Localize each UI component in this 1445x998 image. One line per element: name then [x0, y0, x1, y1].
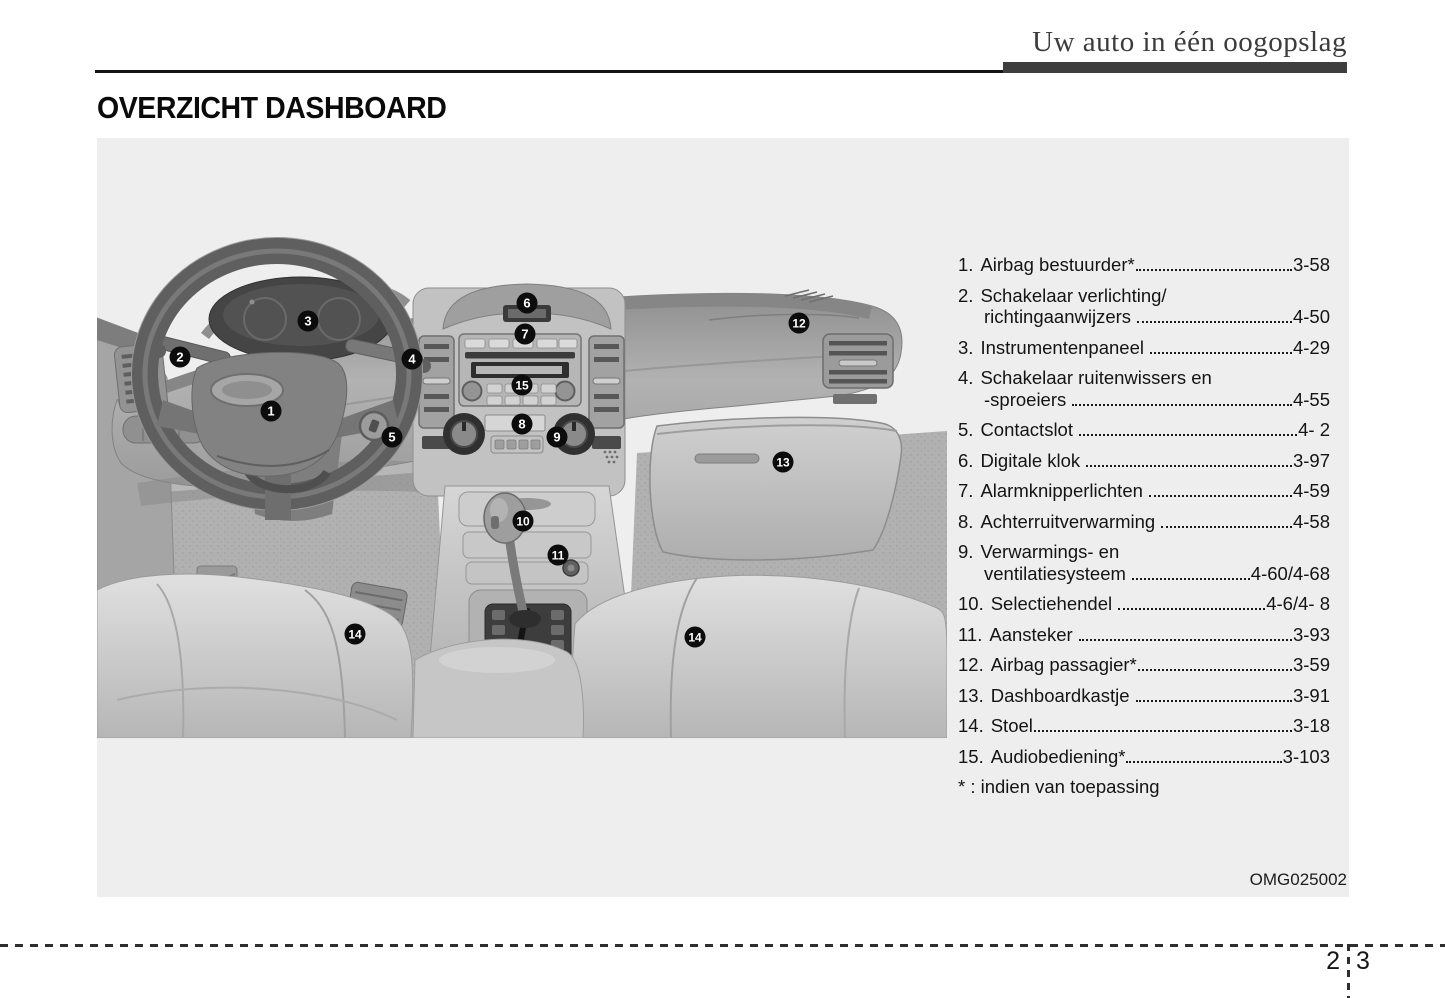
legend-page-ref: 4-6/4- 8 — [1266, 593, 1330, 614]
legend-number: 1. — [958, 254, 974, 275]
dot-leader — [1034, 730, 1292, 732]
dot-leader — [1138, 669, 1292, 671]
dot-leader — [1126, 761, 1281, 763]
svg-text:4: 4 — [408, 351, 416, 367]
svg-text:6: 6 — [523, 295, 531, 311]
legend-label: Alarmknipperlichten — [980, 480, 1149, 501]
legend-item-4 — [958, 367, 1330, 389]
legend-item-6 — [958, 450, 1330, 472]
legend-item-5 — [958, 419, 1330, 441]
svg-text:3: 3 — [304, 313, 312, 329]
legend-page-ref: 4- 2 — [1298, 419, 1330, 440]
climate-knob-left — [443, 413, 485, 455]
center-armrest — [413, 639, 583, 738]
legend-page-ref: 4-55 — [1292, 388, 1330, 410]
legend-number: 15. — [958, 745, 984, 767]
legend-item-11 — [958, 624, 1330, 646]
dot-leader — [1072, 404, 1292, 406]
legend-number: 9. — [958, 541, 974, 562]
glove-box-handle — [695, 454, 759, 463]
legend-number: 14. — [958, 715, 984, 736]
chapter-title: Uw auto in één oogopslag — [1032, 26, 1347, 58]
audio-knob-left — [463, 382, 482, 401]
legend-page-ref: 4-50 — [1292, 306, 1330, 327]
legend-page-ref: 3-103 — [1282, 745, 1330, 767]
callout-10 — [513, 511, 534, 532]
svg-text:12: 12 — [792, 316, 806, 331]
dot-leader — [1079, 639, 1292, 641]
legend — [958, 254, 1330, 798]
legend-number: 8. — [958, 510, 974, 532]
glove-box — [650, 417, 902, 560]
legend-number: 7. — [958, 480, 974, 501]
legend-number: 5. — [958, 419, 974, 440]
legend-number: 2. — [958, 284, 974, 306]
figure-code: OMG025002 — [1249, 870, 1347, 889]
legend-label: Dashboardkastje — [990, 684, 1135, 706]
legend-item-2-line2 — [958, 306, 1330, 328]
legend-number: 6. — [958, 449, 974, 471]
callout-4 — [402, 349, 423, 370]
page-number-section: 2 — [1326, 947, 1340, 975]
callout-14-passenger — [685, 627, 706, 648]
svg-text:7: 7 — [521, 326, 529, 342]
legend-footnote: * : indien van toepassing — [958, 776, 1160, 797]
legend-label: Achterruitverwarming — [980, 510, 1161, 532]
legend-page-ref: 3-91 — [1292, 684, 1330, 706]
legend-page-ref: 3-18 — [1292, 715, 1330, 736]
legend-item-15 — [958, 746, 1330, 768]
legend-number: 13. — [958, 684, 984, 706]
dot-leader — [1137, 321, 1292, 323]
page-number-page: 3 — [1356, 947, 1370, 975]
legend-page-ref: 4-29 — [1292, 336, 1330, 358]
cd-slot — [465, 352, 575, 359]
legend-label: Aansteker — [989, 623, 1078, 645]
legend-page-ref: 3-93 — [1292, 623, 1330, 645]
dot-leader — [1136, 269, 1292, 271]
passenger-seat — [567, 575, 947, 738]
figure-panel — [97, 138, 1349, 897]
legend-label: Schakelaar ruitenwissers en — [980, 367, 1212, 388]
footer-dashed-rule — [0, 944, 1445, 947]
svg-text:15: 15 — [515, 378, 529, 393]
svg-text:8: 8 — [518, 416, 526, 432]
svg-text:11: 11 — [551, 548, 565, 563]
legend-label: Instrumentenpaneel — [980, 336, 1150, 358]
legend-label: Selectiehendel — [990, 593, 1118, 614]
legend-page-ref: 4-58 — [1292, 510, 1330, 532]
callout-7 — [515, 324, 536, 345]
callout-3 — [298, 311, 319, 332]
dot-leader — [1150, 352, 1292, 354]
legend-number: 10. — [958, 593, 984, 614]
section-title: OVERZICHT DASHBOARD — [97, 90, 447, 125]
legend-label: ventilatiesysteem — [984, 562, 1132, 584]
svg-text:1: 1 — [267, 403, 275, 419]
svg-text:14: 14 — [688, 630, 702, 645]
legend-item-4-line2 — [958, 389, 1330, 411]
legend-label: Schakelaar verlichting/ — [980, 284, 1167, 306]
legend-item-9-line2 — [958, 563, 1330, 585]
dashboard-illustration — [97, 138, 947, 738]
callout-2 — [170, 347, 191, 368]
svg-text:5: 5 — [388, 429, 396, 445]
dot-leader — [1136, 700, 1292, 702]
legend-label: Digitale klok — [980, 449, 1086, 471]
dot-leader — [1161, 526, 1292, 528]
legend-page-ref: 3-59 — [1292, 654, 1330, 675]
callout-1 — [261, 401, 282, 422]
legend-item-3 — [958, 337, 1330, 359]
legend-item-10 — [958, 593, 1330, 615]
dot-leader — [1149, 495, 1292, 497]
audio-knob-right — [556, 382, 575, 401]
callout-9 — [547, 427, 568, 448]
legend-item-12 — [958, 654, 1330, 676]
legend-number: 11. — [958, 623, 983, 645]
dot-leader — [1086, 465, 1292, 467]
callout-5 — [382, 427, 403, 448]
svg-text:13: 13 — [776, 455, 790, 470]
callout-11 — [548, 545, 569, 566]
dot-leader — [1079, 434, 1297, 436]
callout-8 — [512, 414, 533, 435]
footer-dashed-divider — [1347, 944, 1350, 998]
legend-page-ref: 3-58 — [1292, 254, 1330, 275]
legend-page-ref: 4-60/4-68 — [1250, 562, 1330, 584]
callout-14-driver — [345, 624, 366, 645]
callout-15 — [512, 375, 533, 396]
callout-6 — [517, 293, 538, 314]
legend-label: Audiobediening* — [990, 745, 1126, 767]
svg-text:14: 14 — [348, 627, 362, 642]
legend-number: 4. — [958, 367, 974, 388]
legend-label: Verwarmings- en — [980, 541, 1120, 562]
callout-13 — [773, 452, 794, 473]
dot-leader — [1132, 578, 1250, 580]
chapter-accent-bar — [1003, 62, 1347, 73]
legend-item-13 — [958, 685, 1330, 707]
legend-number: 3. — [958, 336, 974, 358]
legend-item-9 — [958, 541, 1330, 563]
legend-item-8 — [958, 511, 1330, 533]
dot-leader — [1118, 608, 1265, 610]
svg-text:10: 10 — [516, 514, 530, 529]
legend-label: Airbag passagier* — [990, 654, 1137, 675]
legend-label: -sproeiers — [984, 388, 1072, 410]
legend-number: 12. — [958, 654, 984, 675]
legend-item-2 — [958, 285, 1330, 307]
console-tray — [463, 532, 591, 558]
svg-text:2: 2 — [176, 349, 184, 365]
legend-label: Stoel — [990, 715, 1033, 736]
callout-12 — [789, 313, 810, 334]
legend-item-7 — [958, 480, 1330, 502]
svg-text:9: 9 — [553, 429, 561, 445]
legend-label: Airbag bestuurder* — [980, 254, 1135, 275]
legend-label: richtingaanwijzers — [984, 306, 1137, 327]
legend-item-1 — [958, 254, 1330, 276]
legend-page-ref: 3-97 — [1292, 449, 1330, 471]
legend-item-14 — [958, 715, 1330, 737]
legend-label: Contactslot — [980, 419, 1079, 440]
legend-page-ref: 4-59 — [1292, 480, 1330, 501]
